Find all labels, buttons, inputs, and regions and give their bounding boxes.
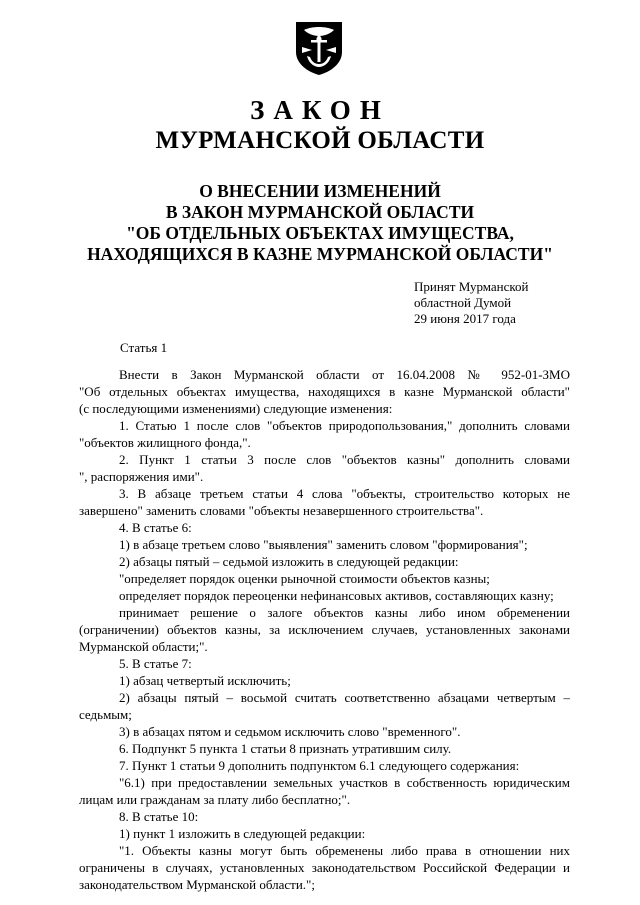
text-line: Внести в Закон Мурманской области от 16.04.2008 № 952-01-ЗМО	[119, 367, 570, 382]
region-title: МУРМАНСКОЙ ОБЛАСТИ	[155, 127, 485, 154]
article-heading: Статья 1	[120, 340, 168, 355]
text-line: "определяет порядок оценки рыночной стоимости объектов казны;	[119, 571, 490, 586]
text-line: ", распоряжения ими".	[79, 469, 204, 484]
text-line: 5. В статье 7:	[119, 656, 192, 671]
adoption-line: Принят Мурманской	[414, 279, 529, 294]
text-line: 1) абзац четвертый исключить;	[119, 673, 291, 688]
text-line: ограничены в случаях, установленных законодательством Российской Федерации и	[79, 860, 570, 875]
subtitle-line: О ВНЕСЕНИИ ИЗМЕНЕНИЙ	[199, 181, 441, 201]
text-line: 3. В абзаце третьем статьи 4 слова "объекты, строительство которых не	[119, 486, 570, 501]
text-line: лицам или гражданам за плату либо бесплатно;".	[79, 792, 351, 807]
text-line: Мурманской области;".	[79, 639, 208, 654]
text-line: определяет порядок переоценки нефинансовых активов, составляющих казну;	[119, 588, 554, 603]
text-line: 4. В статье 6:	[119, 520, 192, 535]
coat-of-arms-icon	[294, 20, 344, 76]
text-line: завершено" заменить словами "объекты незавершенного строительства".	[79, 503, 484, 518]
text-line: (ограничении) объектов казны, за исключением случаев, установленных законами	[79, 622, 570, 637]
adoption-note	[414, 279, 529, 327]
text-line: (с последующими изменениями) следующие изменения:	[79, 401, 393, 416]
subtitle-line: "ОБ ОТДЕЛЬНЫХ ОБЪЕКТАХ ИМУЩЕСТВА,	[126, 223, 514, 243]
text-line: 7. Пункт 1 статьи 9 дополнить подпунктом 6.1 следующего содержания:	[119, 758, 520, 773]
text-line: "1. Объекты казны могут быть обременены либо права в отношении них	[119, 843, 570, 858]
text-line: законодательством Мурманской области.";	[79, 877, 315, 892]
law-title: ЗАКОН	[250, 95, 390, 125]
text-line: принимает решение о залоге объектов казны либо ином обременении	[119, 605, 570, 620]
text-line: "Об отдельных объектах имущества, находящихся в казне Мурманской области"	[79, 384, 570, 399]
text-line: 2) абзацы пятый – седьмой изложить в следующей редакции:	[119, 554, 459, 569]
adoption-date: 29 июня 2017 года	[414, 311, 516, 326]
text-line: 3) в абзацах пятом и седьмом исключить слово "временного".	[119, 724, 461, 739]
text-line: 2. Пункт 1 статьи 3 после слов "объектов казны" дополнить словами	[119, 452, 570, 467]
article-body	[79, 366, 570, 893]
text-line: 1) в абзаце третьем слово "выявления" заменить словом "формирования";	[119, 537, 528, 552]
text-line: "6.1) при предоставлении земельных участков в собственность юридическим	[119, 775, 570, 790]
law-subtitle	[0, 181, 640, 265]
text-line: седьмым;	[79, 707, 132, 722]
subtitle-line: В ЗАКОН МУРМАНСКОЙ ОБЛАСТИ	[165, 202, 475, 222]
text-line: 1) пункт 1 изложить в следующей редакции:	[119, 826, 366, 841]
adoption-line: областной Думой	[414, 295, 512, 310]
text-line: 6. Подпункт 5 пункта 1 статьи 8 признать утратившим силу.	[119, 741, 452, 756]
text-line: 1. Статью 1 после слов "объектов природопользования," дополнить словами	[119, 418, 570, 433]
text-line: 2) абзацы пятый – восьмой считать соответственно абзацами четвертым –	[119, 690, 570, 705]
subtitle-line: НАХОДЯЩИХСЯ В КАЗНЕ МУРМАНСКОЙ ОБЛАСТИ"	[87, 244, 553, 264]
text-line: "объектов жилищного фонда,".	[79, 435, 251, 450]
text-line: 8. В статье 10:	[119, 809, 199, 824]
